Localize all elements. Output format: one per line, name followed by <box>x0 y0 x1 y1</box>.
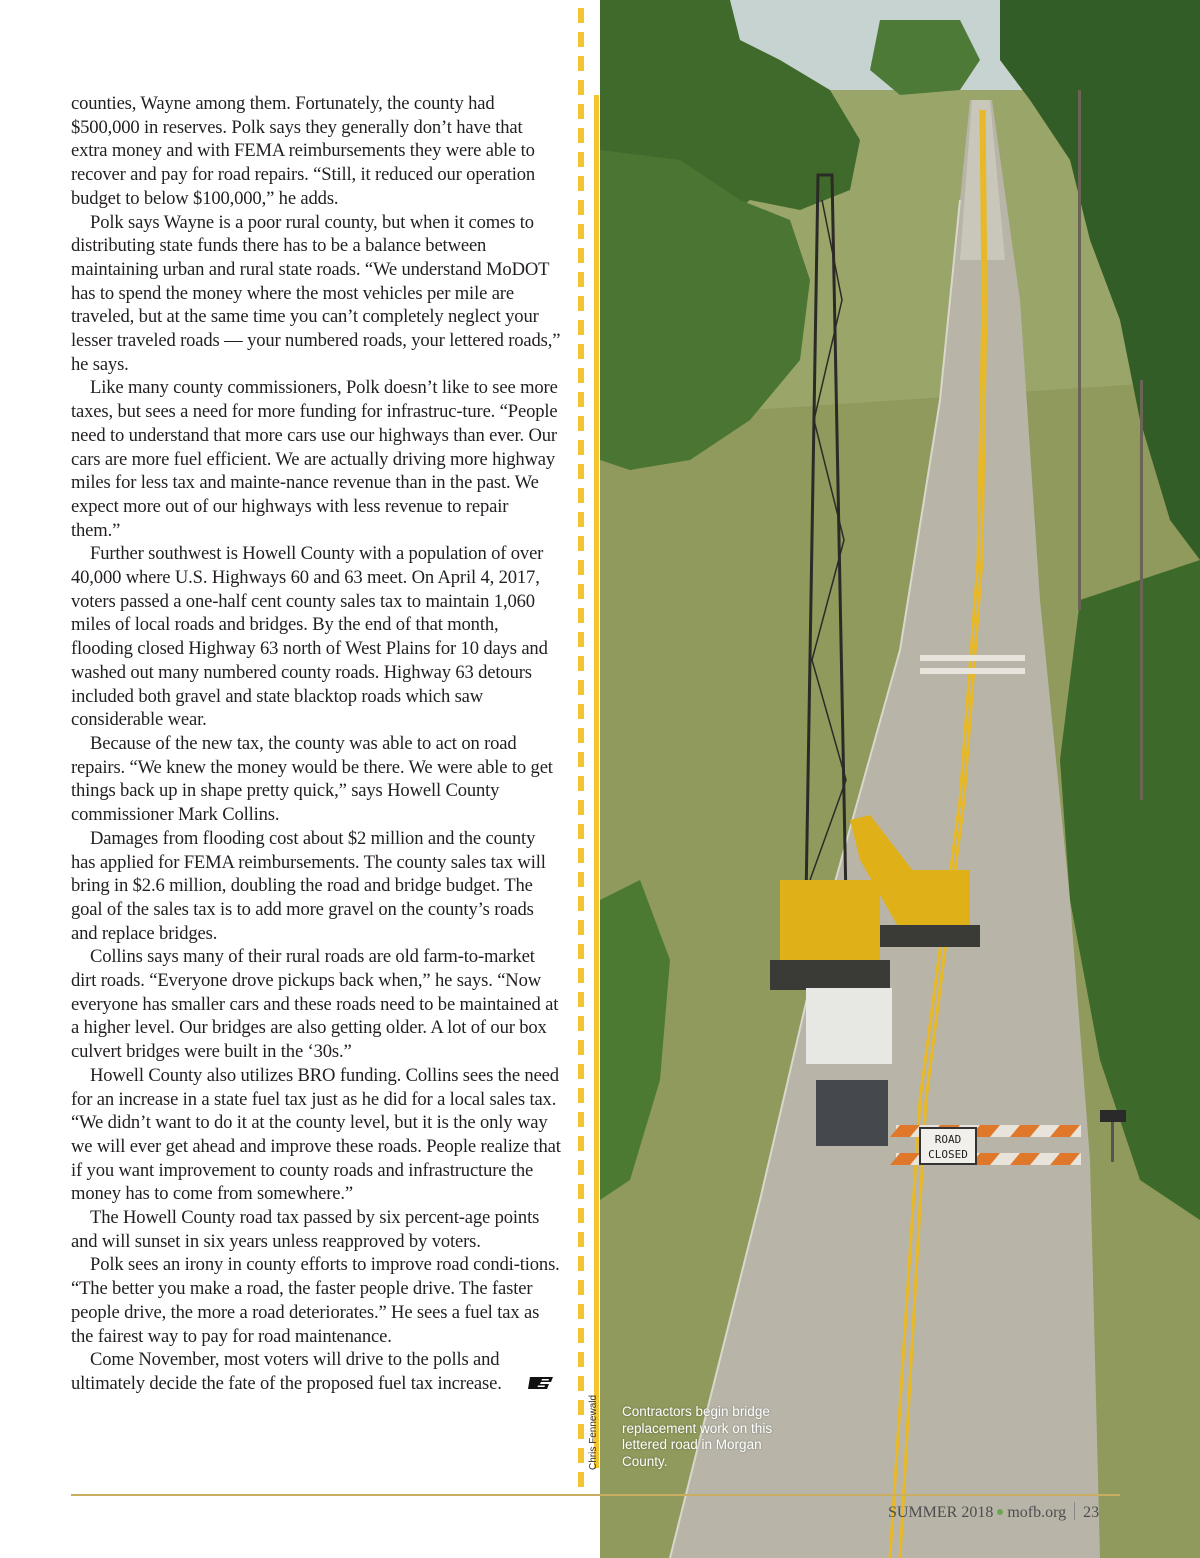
photo-caption: Contractors begin bridge replacement work on this lettered road in Morgan County. <box>622 1404 773 1469</box>
article-last-paragraph <box>71 1348 561 1397</box>
article-paragraph: Howell County also utilizes BRO funding. Collins sees the need for an increase in a state fuel tax just as he did for a local sales tax. “We didn’t want to do it at the county level, but it is the only way we will ever get ahead and improve these roads. People realize that if you want improvement to county roads and infrastructure the money has to come from somewhere.” <box>71 1064 561 1205</box>
missouri-farm-bureau-logo-icon <box>508 1374 555 1398</box>
photo-credit: Chris Fennewald <box>588 1394 599 1470</box>
article-body <box>71 92 561 1398</box>
page-number: 23 <box>1083 1504 1100 1521</box>
article-paragraph: Polk says Wayne is a poor rural county, but when it comes to distributing state funds there has to be a balance between maintaining urban and rural state roads. “We understand MoDOT has to spend the money where the most vehicles per mile are traveled, but at the same time you can’t completely neglect your lesser traveled roads — your numbered roads, your lettered roads,” he says. <box>71 211 561 375</box>
article-paragraph: Damages from flooding cost about $2 million and the county has applied for FEMA reimbursements. The county sales tax will bring in $2.6 million, doubling the road and bridge budget. The goal of the sales tax is to add more gravel on the county’s roads and replace bridges. <box>71 827 546 944</box>
article-paragraph-text: Come November, most voters will drive to the polls and ultimately decide the fate of the proposed fuel tax increase. <box>71 1349 502 1394</box>
article-paragraph: Like many county commissioners, Polk doesn’t like to see more taxes, but sees a need for more funding for infrastruc-ture. “People need to understand that more cars use our highways than ever. Our cars are more fuel efficient. We are actually driving more highway miles for less tax and mainte-nance revenue than in the past. We expect more out of our highways with less revenue to repair them.” <box>71 377 558 541</box>
article-paragraph: Further southwest is Howell County with a population of over 40,000 where U.S. Highways 60 and 63 meet. On April 4, 2017, voters passed a one-half cent county sales tax to maintain 1,060 miles of local roads and bridges. By the end of that month, flooding closed Highway 63 north of West Plains for 10 days and washed out many numbered county roads. Highway 63 detours included both gravel and state blacktop roads which saw considerable wear. <box>71 543 548 731</box>
article-paragraph: Polk sees an irony in county efforts to improve road condi-tions. “The better you make a road, the faster people drive. The faster people drive, the more a road deteriorates.” He sees a fuel tax as the fairest way to pay for road maintenance. <box>71 1254 560 1347</box>
bullet-dot-icon <box>997 1509 1003 1515</box>
footer-site: mofb.org <box>1007 1504 1067 1521</box>
road-sign-text-line2: CLOSED <box>928 1148 968 1161</box>
page-footer <box>888 1502 1099 1522</box>
footer-divider <box>1074 1502 1075 1520</box>
road-sign-text-line1: ROAD <box>934 1133 962 1146</box>
dashed-road-line-rule <box>578 8 584 1488</box>
article-paragraph: Collins says many of their rural roads are old farm-to-market dirt roads. “Everyone drove pickups back when,” he says. “Now everyone has smaller cars and these roads need to be maintained at a higher level. Our bridges are also getting older. A lot of our box culvert bridges were built in the ‘30s.” <box>71 946 559 1063</box>
article-paragraph: Because of the new tax, the county was able to act on road repairs. “We knew the money would be there. We were able to get things back up in shape pretty quick,” says Howell County commissioner Mark Collins. <box>71 732 553 826</box>
solid-road-line-rule <box>594 95 599 1468</box>
footer-rule <box>71 1494 1120 1496</box>
article-paragraph: counties, Wayne among them. Fortunately, the county had $500,000 in reserves. Polk says they generally don’t have that extra money and with FEMA reimbursements they were able to recover and pay for road repairs. “Still, it reduced our operation budget to below $100,000,” he adds. <box>71 93 536 209</box>
footer-issue: SUMMER 2018 <box>888 1504 994 1521</box>
road-construction-photo <box>600 0 1200 1558</box>
road-photo-illustration <box>600 0 1200 1558</box>
article-paragraph: The Howell County road tax passed by six percent-age points and will sunset in six years unless reapproved by voters. <box>71 1207 540 1252</box>
